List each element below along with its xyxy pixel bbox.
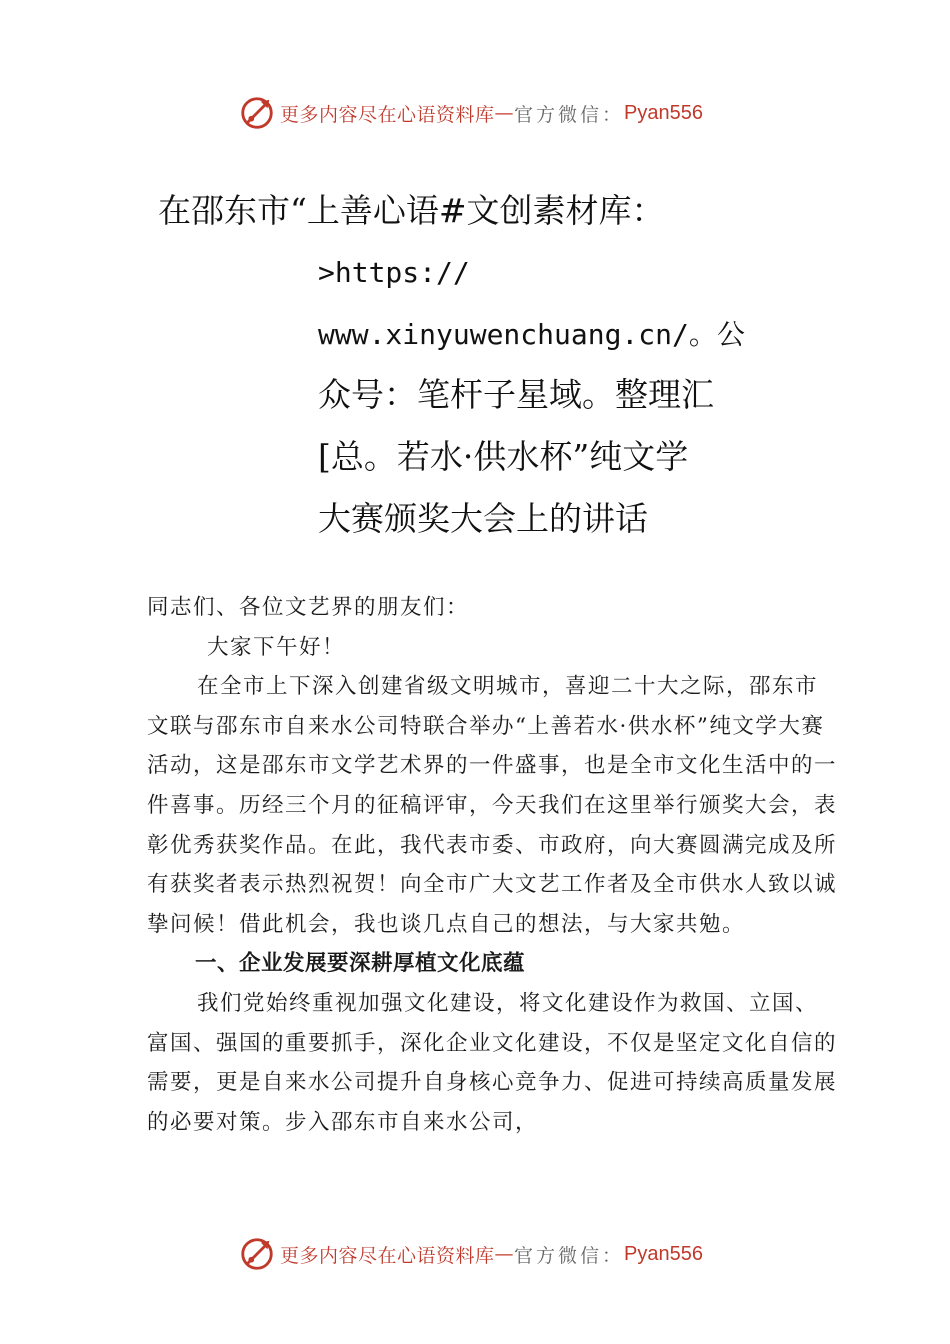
banner-text: 更多内容尽在心语资料库 xyxy=(280,103,495,126)
footer-banner xyxy=(238,1234,758,1274)
title-line-3 xyxy=(318,302,745,366)
paragraph-1: 在全市上下深入创建省级文明城市，喜迎二十大之际，邵东市文联与邵东市自来水公司特联合举办“上善若水·供水杯”纯文学大赛活动，这是邵东市文学艺术界的一件盛事，也是全市文化生活中的一件喜事。历经三个月的征稿评审，今天我们在这里举行颁奖大会，表彰优秀获奖作品。在此，我代表市委、市政府，向大赛圆满完成及所有获奖者表示热烈祝贺！向全市广大文艺工作者及全市供水人致以诚挚问候！借此机会，我也谈几点自己的想法，与大家共勉。 xyxy=(147,674,838,937)
banner-dash: — xyxy=(494,1243,515,1265)
banner-wechat-id: Pyan556 xyxy=(624,101,703,124)
banner-wechat-label: 官方微信： xyxy=(514,1244,625,1267)
title-line-2: >https:// xyxy=(318,256,470,289)
banner-wechat-id: Pyan556 xyxy=(624,1242,703,1265)
title-line-5: [总。若水·供水杯”纯文学 xyxy=(318,437,689,476)
title-url-part: www.xinyuwenchuang.cn/。公 xyxy=(318,318,745,351)
title-line-1: 在邵东市“上善心语#文创素材库： xyxy=(158,191,665,230)
banner-text: 更多内容尽在心语资料库 xyxy=(280,1244,495,1267)
banner-dash: — xyxy=(494,102,515,124)
paragraph-2: 我们党始终重视加强文化建设，将文化建设作为救国、立国、富国、强国的重要抓手，深化企业文化建设，不仅是坚定文化自信的需要，更是自来水公司提升自身核心竞争力、促进可持续高质量发展的必要对策。步入邵东市自来水公司， xyxy=(147,990,838,1135)
greeting-2: 大家下午好！ xyxy=(207,634,346,660)
banner-wechat-label: 官方微信： xyxy=(514,103,625,126)
document-title xyxy=(0,0,950,560)
greeting: 同志们、各位文艺界的朋友们： xyxy=(147,595,470,620)
title-line-6: 大赛颁奖大会上的讲话 xyxy=(318,499,648,538)
brush-logo-icon xyxy=(238,1235,276,1273)
title-line-4: 众号：笔杆子星域。整理汇 xyxy=(318,375,714,414)
section-heading-1: 一、企业发展要深耕厚植文化底蕴 xyxy=(195,951,526,977)
document-body xyxy=(147,588,837,1142)
